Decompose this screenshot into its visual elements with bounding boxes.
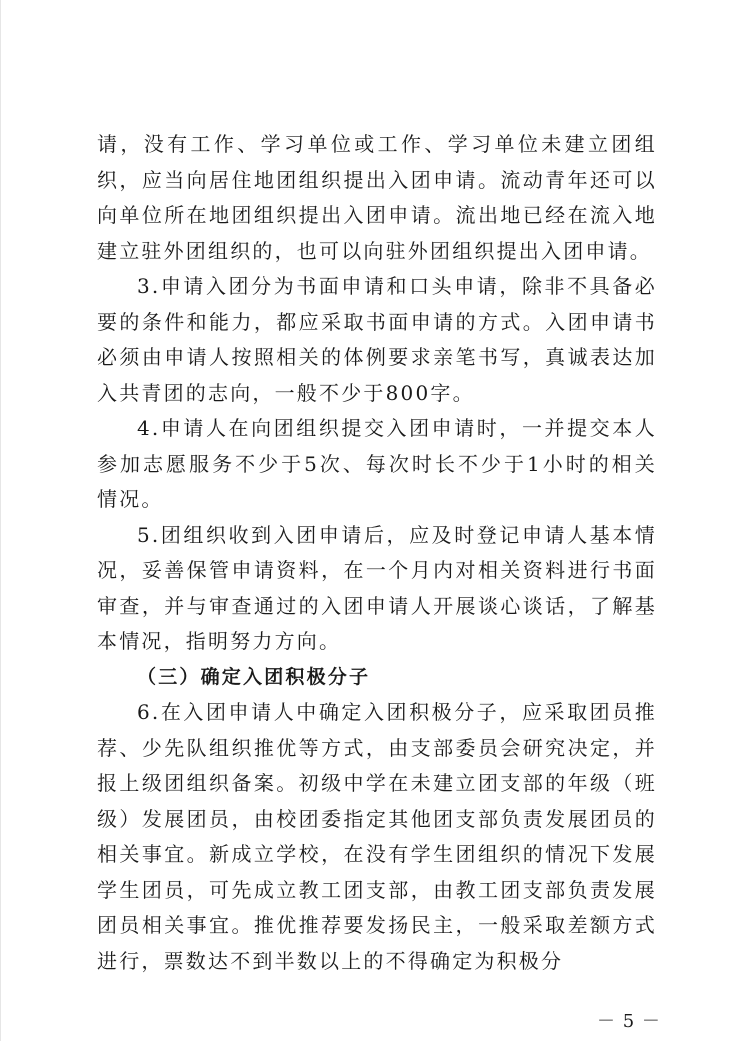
paragraph-item-4: 4.申请人在向团组织提交入团申请时，一并提交本人参加志愿服务不少于5次、每次时长不少于1小时的相关情况。 <box>97 416 657 511</box>
page-number: － 5 － <box>597 1011 661 1032</box>
paragraph-item-5: 5.团组织收到入团申请后，应及时登记申请人基本情况，妥善保管申请资料，在一个月内对相关资料进行书面审查，并与审查通过的入团申请人开展谈心谈话，了解基本情况，指明努力方向。 <box>97 522 657 653</box>
section-heading: （三）确定入团积极分子 <box>137 665 371 688</box>
paragraph-item-3: 3.申请入团分为书面申请和口头申请，除非不具备必要的条件和能力，都应采取书面申请的方式。入团申请书必须由申请人按照相关的体例要求亲笔书写，真诚表达加入共青团的志向，一般不少于800字。 <box>97 274 657 405</box>
paragraph-continuation: 请，没有工作、学习单位或工作、学习单位未建立团组织，应当向居住地团组织提出入团申请。流动青年还可以向单位所在地团组织提出入团申请。流出地已经在流入地建立驻外团组织的，也可以向驻外团组织提出入团申请。 <box>97 132 657 263</box>
paragraph-item-6: 6.在入团申请人中确定入团积极分子，应采取团员推荐、少先队组织推优等方式，由支部委员会研究决定，并报上级团组织备案。初级中学在未建立团支部的年级（班级）发展团员，由校团委指定其他团支部负责发展团员的相关事宜。新成立学校，在没有学生团组织的情况下发展学生团员，可先成立教工团支部，由教工团支部负责发展团员相关事宜。推优推荐要发扬民主，一般采取差额方式进行，票数达不到半数以上的不得确定为积极分 <box>97 700 657 973</box>
document-body <box>97 127 657 979</box>
